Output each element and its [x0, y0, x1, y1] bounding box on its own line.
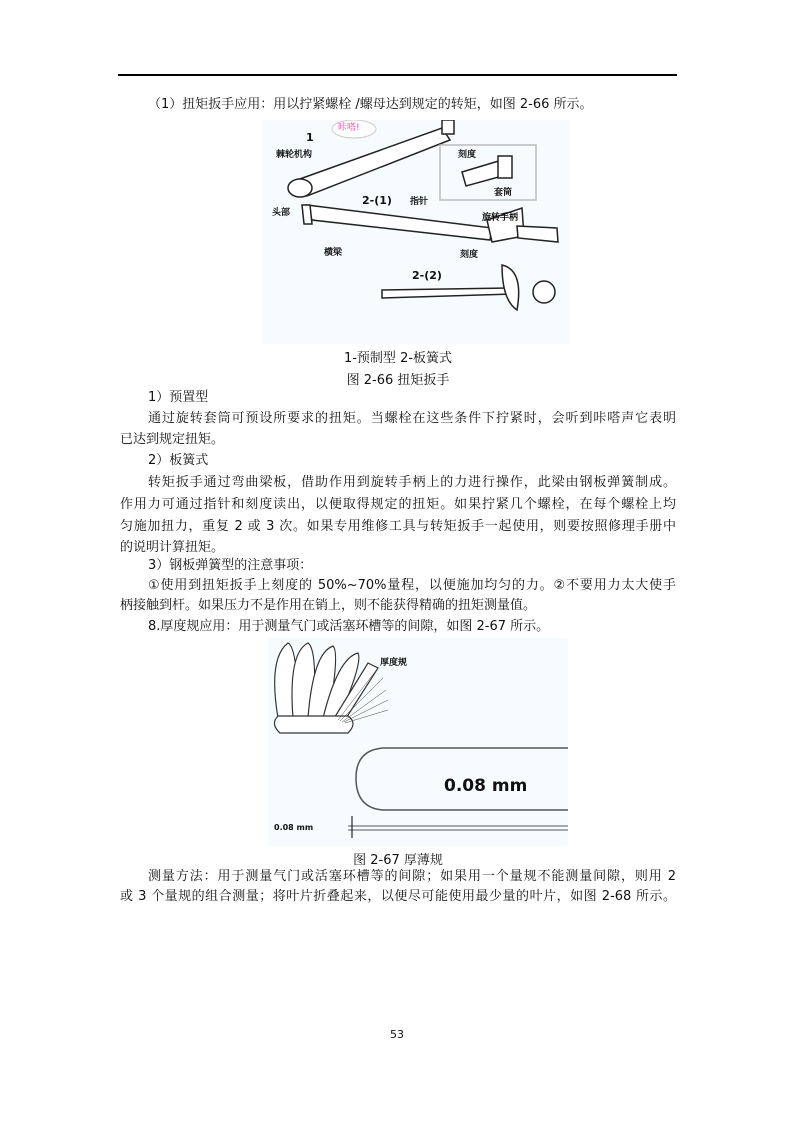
scale-top-label: 刻度: [458, 150, 477, 160]
paragraph-line: 通过旋转套筒可预设所要求的扭矩。当螺栓在这些条件下拧紧时，会听到咔嗒声它表明: [148, 411, 676, 426]
figure1-subcaption: 1-预制型 2-板簧式: [343, 351, 453, 366]
header-rule: [118, 74, 677, 76]
pointer-label: 指针: [410, 197, 429, 207]
paragraph-line: 柄接触到杆。如果压力不是作用在销上，则不能获得精确的扭矩测量值。: [120, 598, 537, 613]
paragraph-line: 的说明计算扭矩。: [120, 540, 225, 555]
paragraph-line: 作用力可通过指针和刻度读出，以便取得规定的扭矩。如果拧紧几个螺栓，在每个螺栓上均: [120, 497, 676, 512]
heading-leaf-spring: 2）板簧式: [148, 453, 209, 468]
figure2-caption: 图 2-67 厚薄规: [353, 853, 443, 868]
paragraph-line: 匀施加扭力，重复 2 或 3 次。如果专用维修工具与转矩扳手一起使用，则要按照修理手册中: [120, 519, 676, 534]
handle-label: 旋转手柄: [482, 213, 519, 223]
paragraph-line: 转矩扳手通过弯曲梁板，借助作用到旋转手柄上的力进行操作，此梁由钢板弹簧制成。: [148, 475, 676, 490]
intro-line: （1）扭矩扳手应用：用以拧紧螺栓 /螺母达到规定的转矩，如图 2-66 所示。: [148, 97, 593, 112]
torque-wrench-figure: [262, 120, 570, 344]
feeler-gauge-illustration: [268, 638, 568, 846]
paragraph-line: 已达到规定扭矩。: [120, 432, 225, 447]
ratchet-label: 棘轮机构: [276, 150, 313, 160]
paragraph-line: 测量方法：用于测量气门或活塞环槽等的间隙；如果用一个量规不能测量间隙，则用 2: [148, 869, 676, 884]
click-bubble-label: 咔嗒!: [338, 123, 360, 133]
figure1-caption: 图 2-66 扭矩扳手: [346, 373, 450, 388]
type21-label: 2-(1): [362, 194, 392, 207]
heading-preset: 1）预置型: [148, 390, 209, 405]
gauge-name-label: 厚度规: [380, 658, 408, 668]
heading-precautions: 3）钢板弹簧型的注意事项：: [148, 558, 313, 573]
page-number: 53: [390, 1028, 404, 1041]
feeler-gauge-figure: [268, 638, 568, 846]
scale-label: 刻度: [460, 250, 479, 260]
sleeve-label: 套筒: [494, 188, 513, 198]
paragraph-line: ①使用到扭矩扳手上刻度的 50%~70%量程，以便施加均匀的力。②不要用力太大使手: [148, 578, 676, 593]
type1-label: 1: [306, 131, 314, 144]
thickness-small-label: 0.08 mm: [274, 823, 314, 832]
heading-feeler-gauge: 8.厚度规应用：用于测量气门或活塞环槽等的间隙，如图 2-67 所示。: [148, 619, 550, 634]
thickness-big-label: 0.08 mm: [444, 776, 528, 796]
type22-label: 2-(2): [412, 269, 442, 282]
head-label: 头部: [272, 208, 291, 218]
paragraph-line: 或 3 个量规的组合测量；将叶片折叠起来，以便尽可能使用最少量的叶片，如图 2-68 所示。: [120, 889, 676, 904]
beam-label: 横梁: [324, 248, 343, 258]
